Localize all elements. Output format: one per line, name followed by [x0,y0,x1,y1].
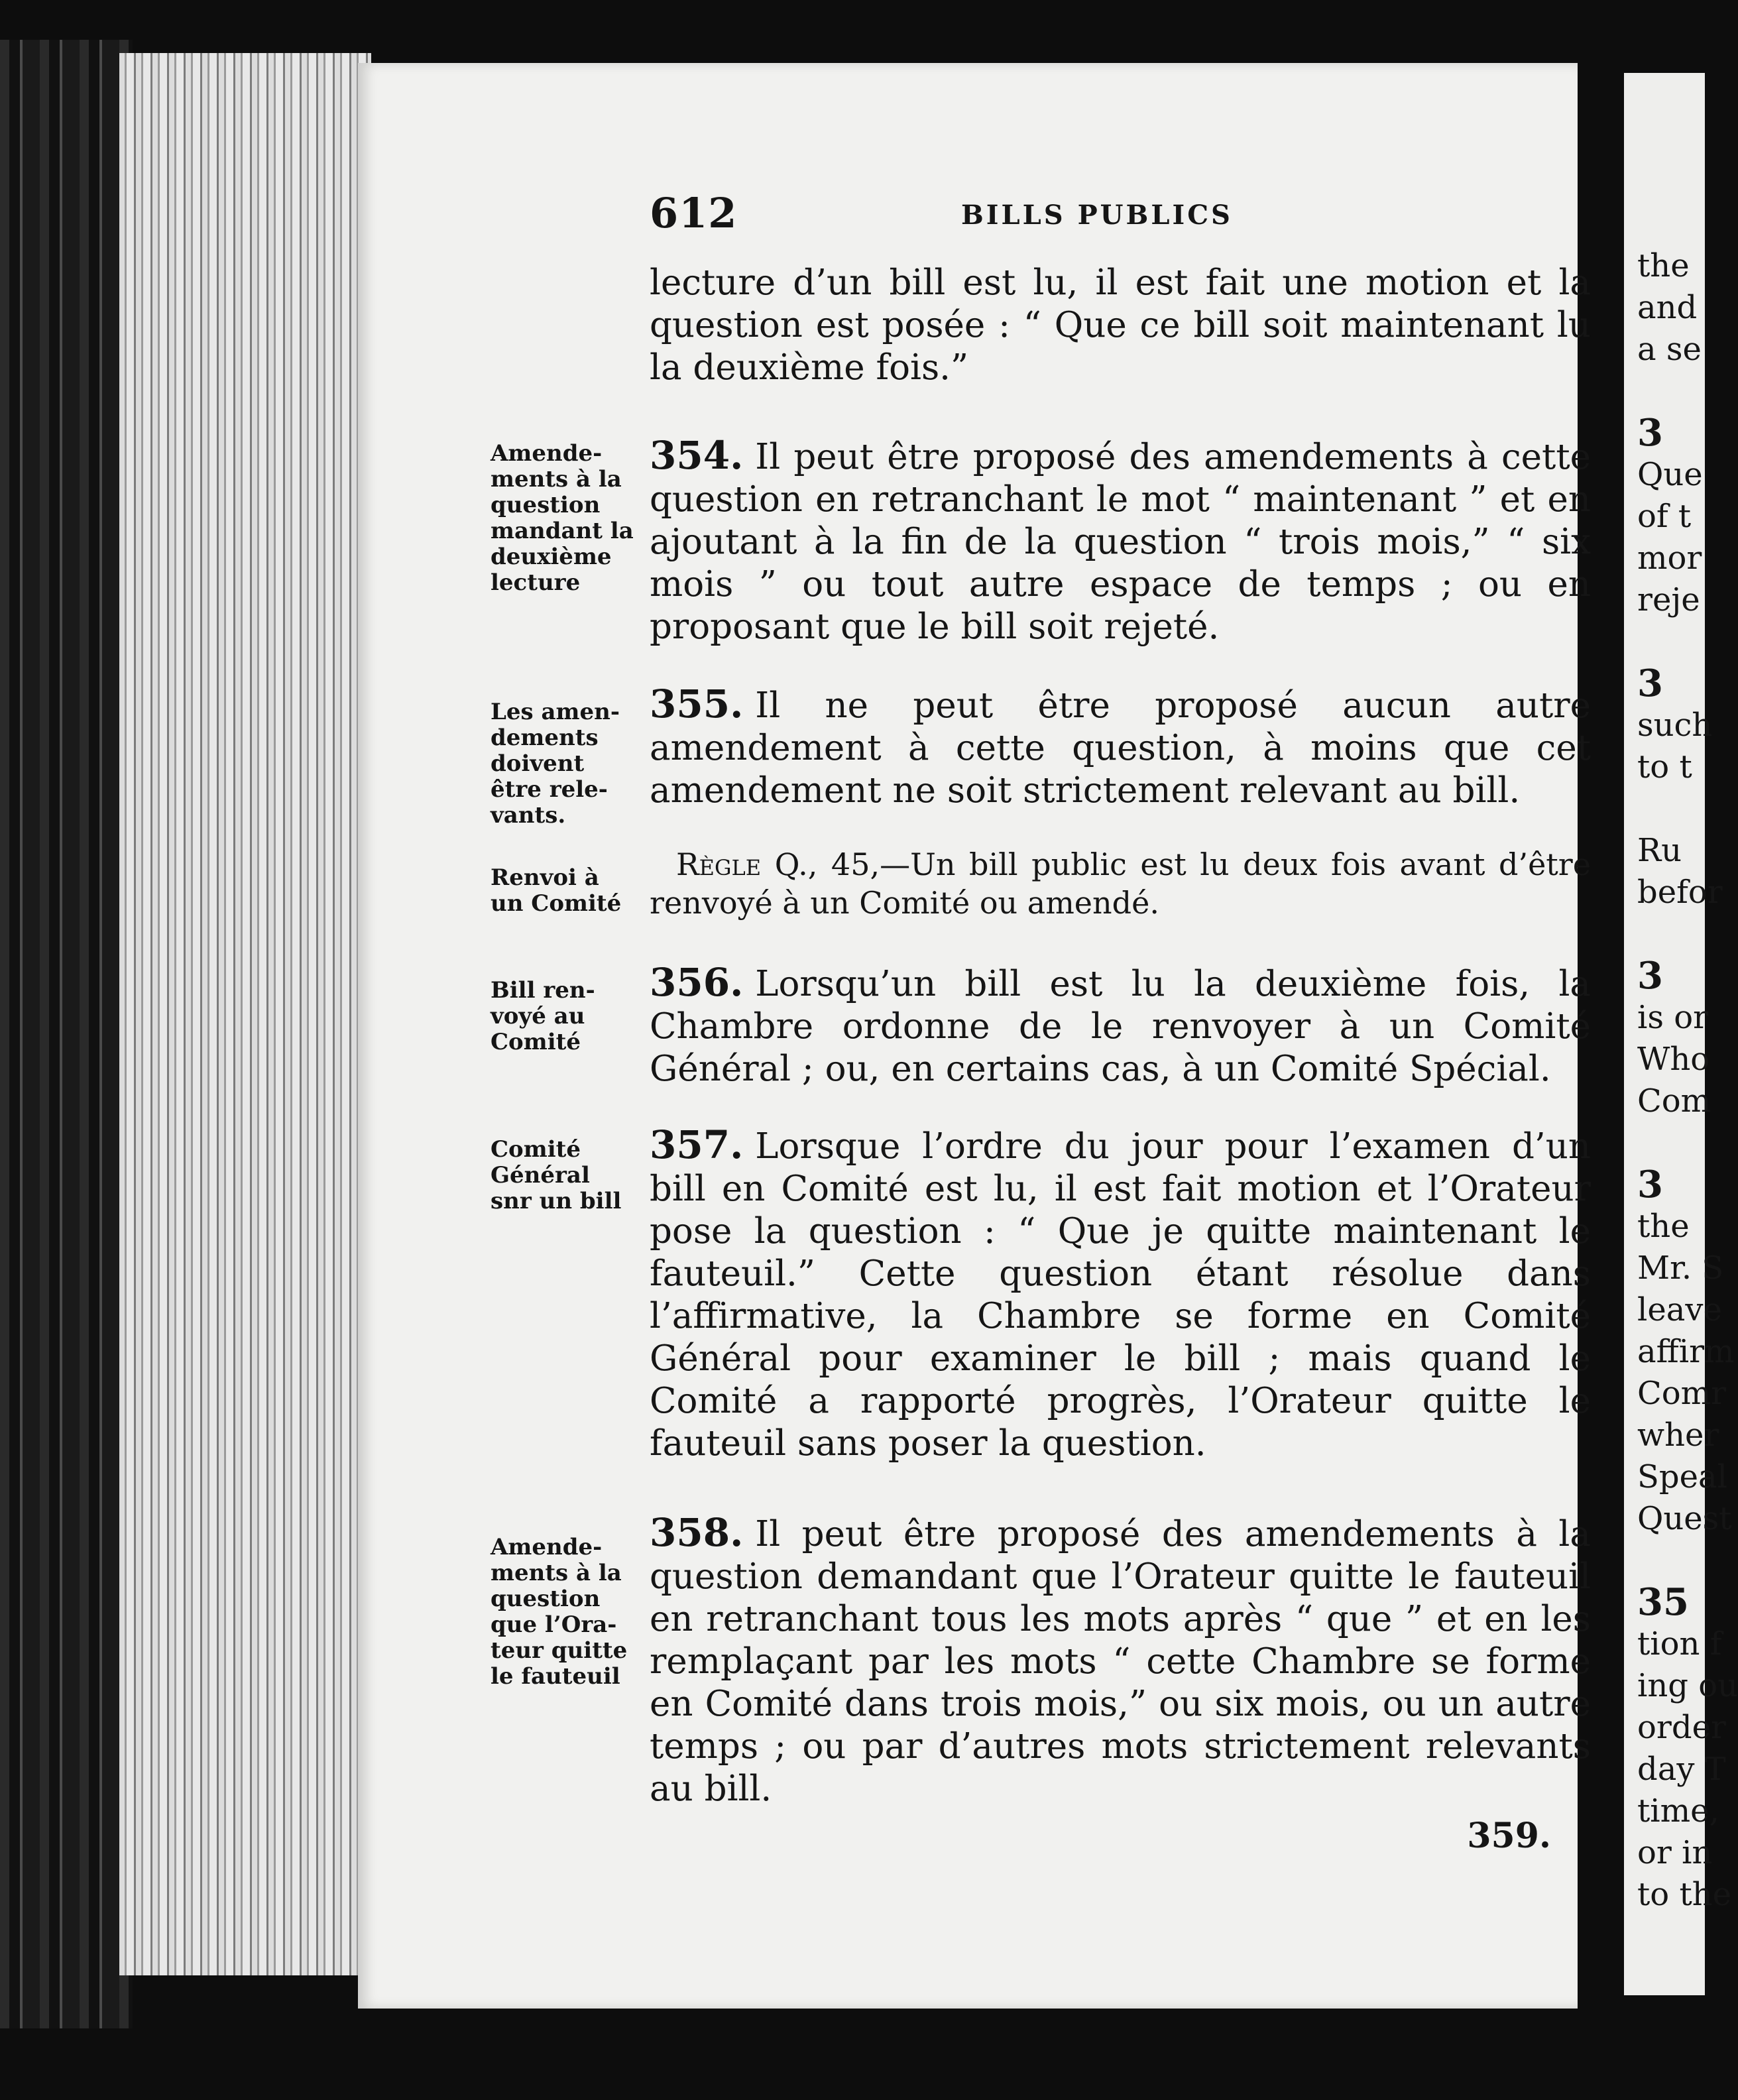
facing-page-line: mor [1637,540,1702,577]
facing-page-line: 3 [1637,1163,1663,1206]
section-number: 356. [650,960,744,1005]
facing-page-line [1637,788,1705,830]
facing-page-line: reje [1637,581,1700,618]
facing-page-line: ing ou [1637,1667,1738,1704]
facing-page-line: to the [1637,1876,1732,1913]
facing-page-line: 3 [1637,662,1663,705]
facing-page-line: is or [1637,999,1709,1036]
section-355 [650,683,1591,812]
section-354 [650,434,1591,648]
margin-note-renvoi: Renvoi à un Comité [491,864,622,917]
intro-paragraph: lecture d’un bill est lu, il est fait une motion et la question est posée : “ Que ce bill soit maintenant lu la deuxième fois.” [650,262,1591,388]
margin-note-355: Les amen- dements doivent être rele- vants. [491,699,620,829]
facing-page-line: order [1637,1709,1726,1746]
facing-page-line: Who [1637,1041,1710,1078]
section-text: Lorsqu’un bill est lu la deuxième fois, la Chambre ordonne de le renvoyer à un Comité Général ; ou, en certains cas, à un Comité Spécial. [650,964,1591,1089]
section-number: 358. [650,1510,744,1555]
margin-note-358: Amende- ments à la question que l’Ora- teur quitte le fauteuil [491,1534,628,1690]
facing-page-line: befor [1637,874,1723,911]
facing-page-line: to t [1637,748,1692,786]
facing-page-line: wher [1637,1417,1719,1454]
section-358 [650,1511,1591,1810]
facing-page-line: tion f [1637,1625,1722,1662]
facing-page-line: and [1637,289,1698,326]
facing-page-line: Comr [1637,1375,1727,1412]
facing-page-lines [1624,73,1738,1916]
section-text: Il ne peut être proposé aucun autre amendement à cette question, à moins que cet amendement ne soit strictement relevant au bill. [650,685,1591,811]
facing-page-line [1637,1540,1705,1582]
facing-page-line: of t [1637,498,1692,535]
facing-page-fragment [1624,73,1738,1995]
facing-page-line: leave [1637,1291,1722,1328]
margin-note-357: Comité Général snr un bill [491,1136,622,1214]
page-stack-dark [0,40,133,2028]
facing-page-line: Ru [1637,832,1682,869]
facing-page-line: 35 [1637,1580,1689,1624]
margin-note-354: Amende- ments à la question mandant la deuxième lecture [491,440,634,596]
facing-page-line: or in [1637,1834,1713,1871]
rule-text: Q., 45,—Un bill public est lu deux fois avant d’être renvoyé à un Comité ou amendé. [650,846,1591,921]
facing-page-line: Com [1637,1082,1711,1120]
section-number: 355. [650,681,744,727]
facing-page-line: Quest [1637,1500,1732,1537]
section-357 [650,1124,1591,1465]
section-text: Il peut être proposé des amendements à cette question en retranchant le mot “ maintenant ” et en ajoutant à la fin de la question “ trois mois,” “ six mois ” ou tout autre espace de temps ; ou en proposant que le bill soit rejeté. [650,437,1591,647]
catchword: 359. [1467,1816,1551,1856]
facing-page-line: time, [1637,1792,1719,1830]
page-header [650,189,1578,242]
facing-page-line: 3 [1637,954,1663,998]
facing-page-line: a se [1637,331,1702,368]
book-page [358,63,1591,2009]
facing-page-line [1637,621,1705,663]
rule-q45 [650,845,1591,922]
facing-page-line [1637,1122,1705,1164]
margin-note-356: Bill ren- voyé au Comité [491,977,595,1055]
facing-page-line: Mr. S [1637,1250,1724,1287]
facing-page-line: Que [1637,456,1703,493]
section-text: Il peut être proposé des amendements à la question demandant que l’Orateur quitte le fauteuil en retranchant tous les mots après “ que ” et en les remplaçant par les mots “ cette Chambre se forme en Comité dans trois mois,” ou six mois, ou un autre temps ; ou par d’autres mots strictement relevants au bill. [650,1514,1591,1809]
running-head: BILLS PUBLICS [961,200,1233,231]
facing-page-line: 3 [1637,411,1663,455]
facing-page-line [1637,913,1705,955]
facing-page-line [1637,371,1705,412]
page-number: 612 [650,189,738,237]
section-356 [650,961,1591,1090]
page-stack-edges [119,53,371,1975]
facing-page-line: Speal [1637,1458,1727,1495]
rule-label: Règle [676,846,762,882]
section-number: 354. [650,433,744,478]
facing-page-line: such [1637,707,1713,744]
facing-page-line: day T [1637,1751,1726,1788]
section-number: 357. [650,1122,744,1167]
facing-page-line: the [1637,1208,1690,1245]
facing-page-line: affirm [1637,1333,1735,1370]
facing-page-line: the [1637,247,1690,284]
section-text: Lorsque l’ordre du jour pour l’examen d’un bill en Comité est lu, il est fait motion et l’Orateur pose la question : “ Que je quitte maintenant le fauteuil.” Cette question étant résolue dans l’affirmative, la Chambre se forme en Comité Général pour examiner le bill ; mais quand le Comité a rapporté progrès, l’Orateur quitte le fauteuil sans poser la question. [650,1126,1591,1464]
